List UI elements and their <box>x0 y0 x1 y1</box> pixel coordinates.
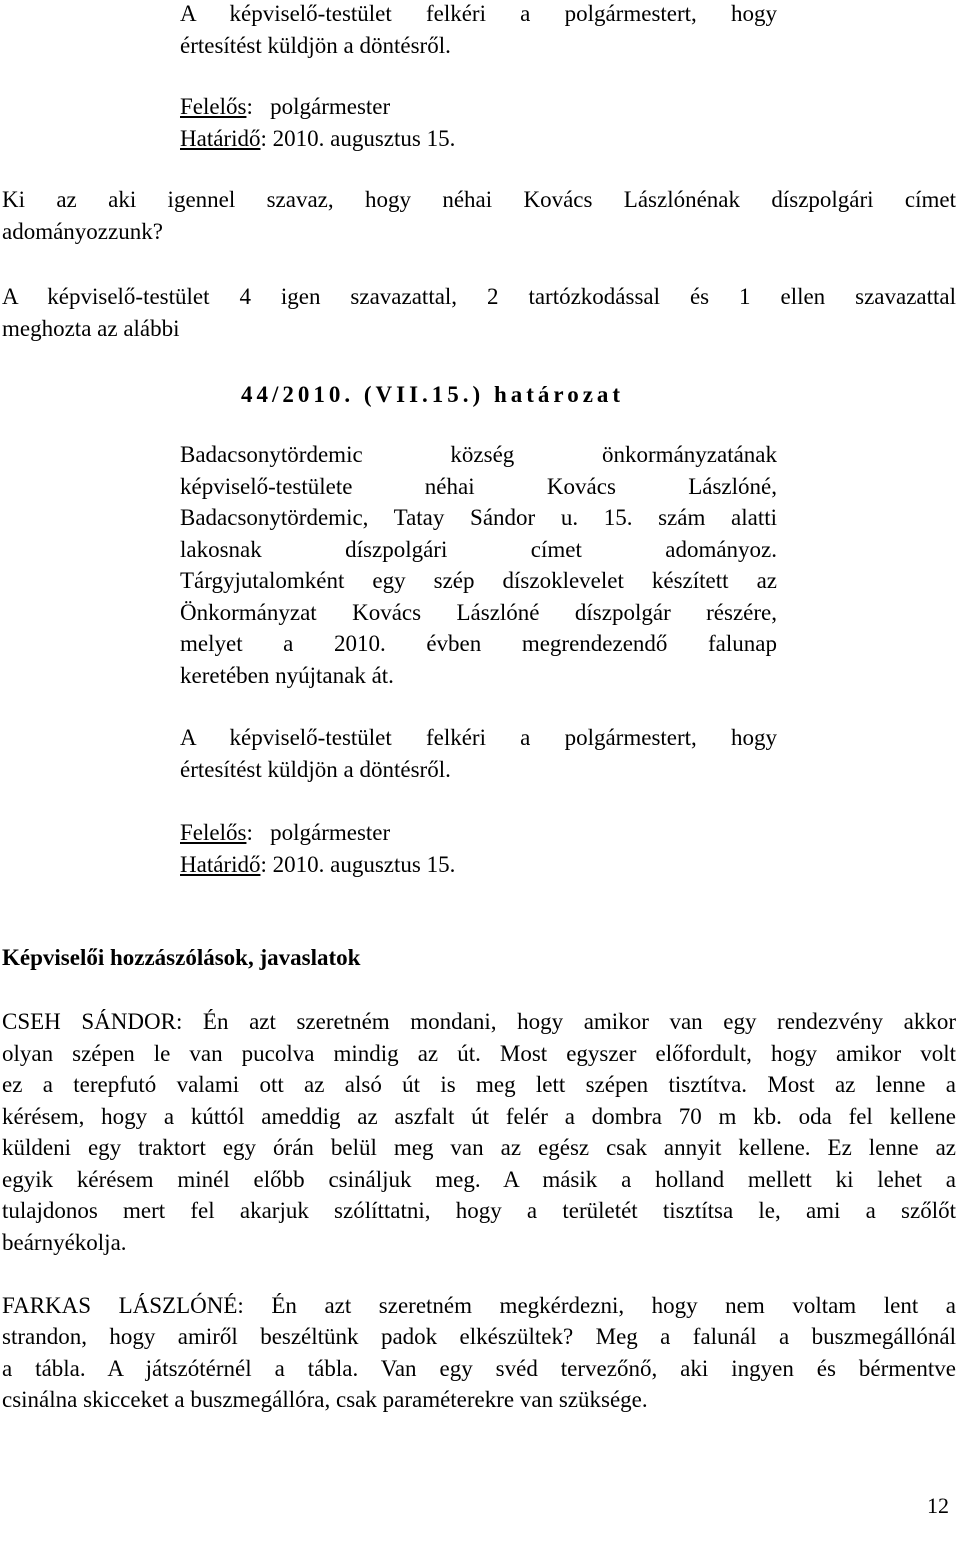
deadline-line: Határidő: 2010. augusztus 15. <box>180 126 456 151</box>
responsible-label: Felelős <box>180 820 247 845</box>
resolution-request-line-2: értesítést küldjön a döntésről. <box>180 757 451 782</box>
responsible-label: Felelős <box>180 94 247 119</box>
resolution-title: 44/2010. (VII.15.) határozat <box>241 382 625 407</box>
deadline-label: Határidő <box>180 852 261 877</box>
resolution-line: Önkormányzat Kovács Lászlóné díszpolgár részére, <box>180 600 777 625</box>
request-line-1: A képviselő-testület felkéri a polgármestert, hogy <box>180 1 777 26</box>
question-line-1: Ki az aki igennel szavaz, hogy néhai Kovács Lászlónénak díszpolgári címet <box>2 187 956 212</box>
responsible-line: Felelős: polgármester <box>180 94 391 119</box>
comments-heading: Képviselői hozzászólások, javaslatok <box>2 945 361 970</box>
resolution-line: képviselő-testülete néhai Kovács Lászlóné, <box>180 474 777 499</box>
resolution-line: Tárgyjutalomként egy szép díszoklevelet készített az <box>180 568 777 593</box>
responsible-value: polgármester <box>270 820 391 845</box>
deadline-value: 2010. augusztus 15. <box>272 126 456 151</box>
cseh-line: beárnyékolja. <box>2 1230 127 1255</box>
resolution-responsible-line: Felelős: polgármester <box>180 820 391 845</box>
farkas-line: csinálna skicceket a buszmegállóra, csak paraméterekre van szüksége. <box>2 1387 648 1412</box>
resolution-line: Badacsonytördemic, Tatay Sándor u. 15. szám alatti <box>180 505 777 530</box>
cseh-line: ez a terepfutó valami ott az alsó út is meg lett szépen tisztítva. Most az lenne a <box>2 1072 956 1097</box>
resolution-line: keretében nyújtanak át. <box>180 663 394 688</box>
vote-line-2: meghozta az alábbi <box>2 316 180 341</box>
page-number: 12 <box>927 1493 949 1518</box>
deadline-label: Határidő <box>180 126 261 151</box>
resolution-deadline-line: Határidő: 2010. augusztus 15. <box>180 852 456 877</box>
farkas-line: FARKAS LÁSZLÓNÉ: Én azt szeretném megkérdezni, hogy nem voltam lent a <box>2 1293 956 1318</box>
deadline-value: 2010. augusztus 15. <box>272 852 456 877</box>
request-line-2: értesítést küldjön a döntésről. <box>180 33 451 58</box>
resolution-request-line-1: A képviselő-testület felkéri a polgármestert, hogy <box>180 725 777 750</box>
question-line-2: adományozzunk? <box>2 219 163 244</box>
vote-line-1: A képviselő-testület 4 igen szavazattal, 2 tartózkodással és 1 ellen szavazattal <box>2 284 956 309</box>
resolution-line: Badacsonytördemic község önkormányzatának <box>180 442 777 467</box>
farkas-line: a tábla. A játszótérnél a tábla. Van egy svéd tervezőnő, aki ingyen és bérmentve <box>2 1356 956 1381</box>
cseh-line: kérésem, hogy a kúttól ameddig az aszfalt út felér a dombra 70 m kb. oda fel kellene <box>2 1104 956 1129</box>
resolution-line: melyet a 2010. évben megrendezendő falunap <box>180 631 777 656</box>
cseh-line: küldeni egy traktort egy órán belül meg van az egész csak annyit kellene. Ez lenne az <box>2 1135 956 1160</box>
cseh-line: CSEH SÁNDOR: Én azt szeretném mondani, hogy amikor van egy rendezvény akkor <box>2 1009 956 1034</box>
cseh-line: tulajdonos mert fel akarjuk szólíttatni, hogy a területét tisztítsa le, ami a szőlőt <box>2 1198 956 1223</box>
responsible-value: polgármester <box>270 94 391 119</box>
cseh-line: egyik kérésem minél előbb csináljuk meg. A másik a holland mellett ki lehet a <box>2 1167 956 1192</box>
resolution-line: lakosnak díszpolgári címet adományoz. <box>180 537 777 562</box>
farkas-line: strandon, hogy amiről beszéltünk padok elkészültek? Meg a falunál a buszmegállónál <box>2 1324 956 1349</box>
cseh-line: olyan szépen le van pucolva mindig az út. Most egyszer előfordult, hogy amikor volt <box>2 1041 956 1066</box>
